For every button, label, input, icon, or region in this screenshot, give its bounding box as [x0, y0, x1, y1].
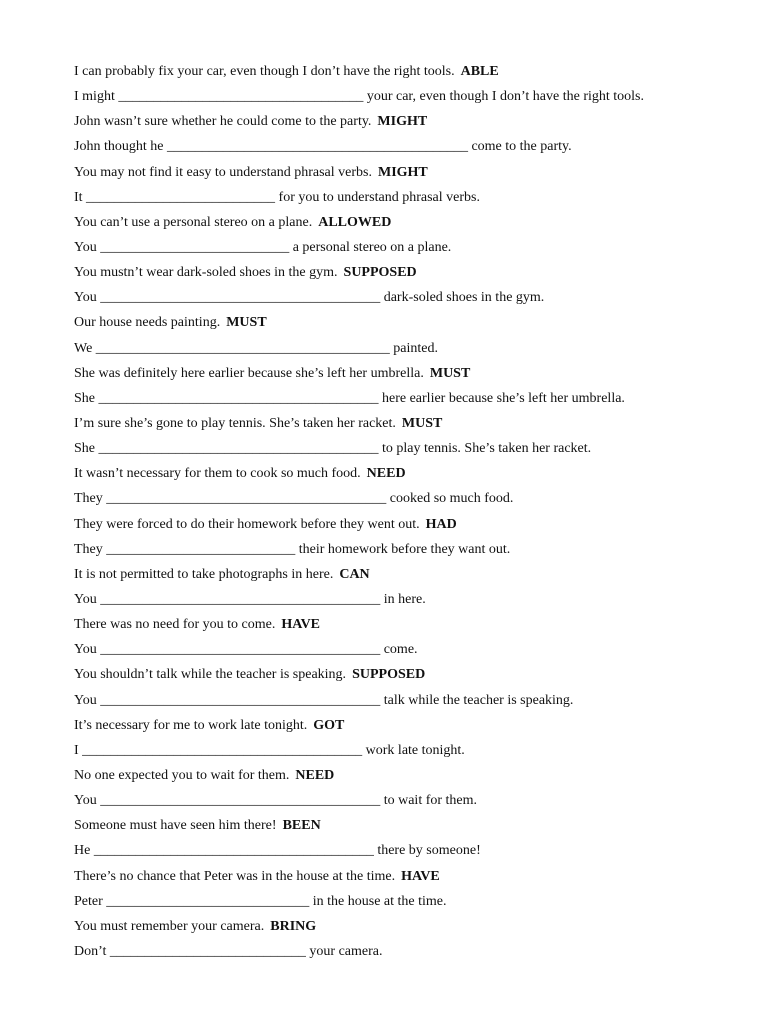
answer-line: You ________________________________________ in here.	[74, 591, 426, 607]
sentence-text: It wasn’t necessary for them to cook so much food.	[74, 466, 361, 482]
answer-line: They ___________________________ their homework before they want out.	[74, 541, 511, 557]
original-sentence	[74, 411, 644, 436]
exercise-list	[74, 59, 644, 964]
sentence-text: She was definitely here earlier because she’s left her umbrella.	[74, 365, 424, 381]
answer-line: She ________________________________________ to play tennis. She’s taken her racket.	[74, 441, 592, 457]
keyword: GOT	[313, 717, 345, 733]
keyword: NEED	[295, 767, 335, 783]
sentence-text: You shouldn’t talk while the teacher is speaking.	[74, 667, 347, 683]
original-sentence	[74, 763, 644, 788]
sentence-text: I’m sure she’s gone to play tennis. She’s taken her racket.	[74, 415, 396, 431]
exercise-6	[74, 310, 644, 360]
original-sentence	[74, 260, 644, 285]
original-sentence	[74, 914, 644, 939]
keyword: SUPPOSED	[343, 265, 417, 281]
keyword: NEED	[366, 466, 406, 482]
original-sentence	[74, 461, 644, 486]
answer-line: I ________________________________________ work late tonight.	[74, 742, 465, 758]
original-sentence	[74, 612, 644, 637]
exercise-15	[74, 763, 644, 813]
sentence-text: You must remember your camera.	[74, 918, 265, 934]
sentence-text: I can probably fix your car, even though I don’t have the right tools.	[74, 64, 455, 79]
original-sentence	[74, 59, 644, 84]
sentence-text: You can’t use a personal stereo on a plane.	[74, 214, 313, 230]
exercise-10	[74, 512, 644, 562]
sentence-text: Someone must have seen him there!	[74, 818, 277, 834]
answer-line: You ________________________________________ talk while the teacher is speaking.	[74, 692, 574, 708]
original-sentence	[74, 864, 644, 889]
keyword: HAVE	[401, 868, 440, 884]
original-sentence	[74, 813, 644, 838]
keyword: CAN	[339, 566, 370, 582]
answer-line: Peter _____________________________ in the house at the time.	[74, 893, 447, 909]
exercise-7	[74, 361, 644, 411]
original-sentence	[74, 713, 644, 738]
keyword: ABLE	[460, 64, 499, 79]
original-sentence	[74, 109, 644, 134]
exercise-17	[74, 864, 644, 914]
keyword: MUST	[401, 415, 443, 431]
exercise-16	[74, 813, 644, 863]
sentence-text: There was no need for you to come.	[74, 617, 276, 633]
answer-line: You ________________________________________ dark-soled shoes in the gym.	[74, 290, 545, 306]
sentence-text: Our house needs painting.	[74, 315, 221, 331]
sentence-text: They were forced to do their homework before they went out.	[74, 516, 420, 532]
answer-line: Don’t ____________________________ your camera.	[74, 943, 383, 959]
exercise-18	[74, 914, 644, 964]
original-sentence	[74, 361, 644, 386]
exercise-8	[74, 411, 644, 461]
answer-line: I might ___________________________________ your car, even though I don’t have the right tools.	[74, 89, 645, 105]
answer-line: It ___________________________ for you to understand phrasal verbs.	[74, 189, 480, 205]
answer-line: He ________________________________________ there by someone!	[74, 843, 481, 859]
exercise-4	[74, 210, 644, 260]
sentence-text: You may not find it easy to understand phrasal verbs.	[74, 164, 372, 180]
keyword: SUPPOSED	[352, 667, 426, 683]
exercise-3	[74, 160, 644, 210]
exercise-9	[74, 461, 644, 511]
sentence-text: It is not permitted to take photographs in here.	[74, 566, 334, 582]
original-sentence	[74, 210, 644, 235]
original-sentence	[74, 512, 644, 537]
exercise-14	[74, 713, 644, 763]
original-sentence	[74, 662, 644, 687]
keyword: HAD	[425, 516, 457, 532]
answer-line: You ________________________________________ come.	[74, 642, 418, 658]
sentence-text: You mustn’t wear dark-soled shoes in the gym.	[74, 265, 338, 281]
exercise-5	[74, 260, 644, 310]
answer-line: We __________________________________________ painted.	[74, 340, 439, 356]
keyword: MIGHT	[377, 114, 428, 130]
sentence-text: No one expected you to wait for them.	[74, 767, 290, 783]
answer-line: They ________________________________________ cooked so much food.	[74, 491, 514, 507]
original-sentence	[74, 562, 644, 587]
exercise-11	[74, 562, 644, 612]
keyword: HAVE	[281, 617, 321, 633]
answer-line: She ________________________________________ here earlier because she’s left her umbrella.	[74, 390, 625, 406]
exercise-1	[74, 59, 644, 109]
exercise-2	[74, 109, 644, 159]
exercise-13	[74, 662, 644, 712]
original-sentence	[74, 310, 644, 335]
keyword: MUST	[226, 315, 267, 331]
keyword: BRING	[270, 918, 317, 934]
answer-line: You ___________________________ a personal stereo on a plane.	[74, 239, 452, 255]
keyword: MUST	[429, 365, 471, 381]
sentence-text: There’s no chance that Peter was in the house at the time.	[74, 868, 396, 884]
keyword: ALLOWED	[318, 214, 392, 230]
exercise-12	[74, 612, 644, 662]
answer-line: You ________________________________________ to wait for them.	[74, 793, 478, 809]
sentence-text: It’s necessary for me to work late tonight.	[74, 717, 308, 733]
keyword: MIGHT	[377, 164, 428, 180]
original-sentence	[74, 160, 644, 185]
answer-line: John thought he ___________________________________________ come to the party.	[74, 139, 572, 155]
keyword: BEEN	[282, 818, 321, 834]
sentence-text: John wasn’t sure whether he could come to the party.	[74, 114, 372, 130]
